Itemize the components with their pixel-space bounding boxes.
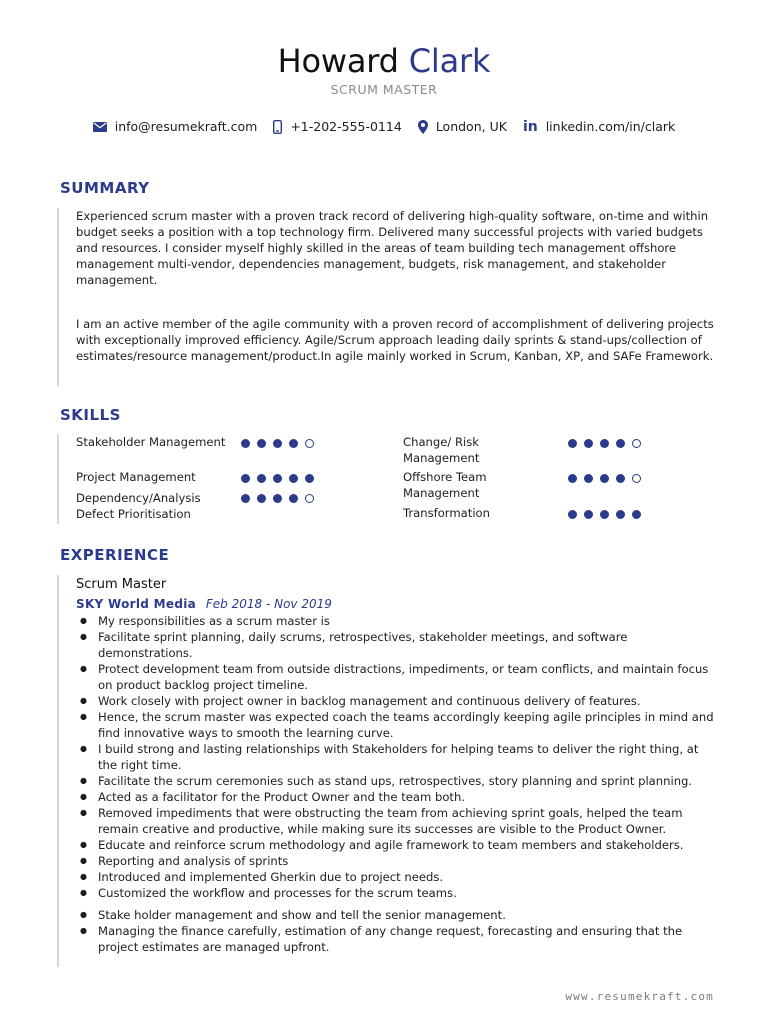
- rating-dot-filled: [568, 439, 577, 448]
- rating-dot-filled: [305, 474, 314, 483]
- list-item: ● I build strong and lasting relationships with Stakeholders for helping teams to deliver the right thing, at the right time.: [80, 741, 720, 773]
- employment-dates: Feb 2018 - Nov 2019: [205, 597, 332, 611]
- location-text: London, UK: [435, 119, 507, 134]
- linkedin-icon: in: [522, 118, 538, 135]
- rating-dot-filled: [273, 474, 282, 483]
- rating-dot-filled: [632, 510, 641, 519]
- footer-website[interactable]: www.resumekraft.com: [565, 990, 714, 1003]
- contact-location: [418, 119, 507, 134]
- list-item: ● Work closely with project owner in backlog management and continuous delivery of features.: [80, 693, 720, 709]
- contact-phone[interactable]: [273, 119, 402, 134]
- experience-heading: EXPERIENCE: [60, 546, 170, 564]
- summary-paragraph-1: Experienced scrum master with a proven track record of delivering high-quality software, on-time and within budget seeks a position with a top technology firm. Delivered many successful projects with varied budgets and resources. I consider myself highly skilled in the areas of team building tech management offshore management multi-vendor, dependencies management, budgets, risk management, and stakeholder management.: [76, 209, 709, 287]
- skill-rating: [241, 439, 321, 448]
- contact-linkedin[interactable]: [523, 119, 675, 134]
- rating-dot-filled: [289, 439, 298, 448]
- list-item: ● Hence, the scrum master was expected coach the teams accordingly keeping agile principles in mind and find innovative ways to smooth the learning curve.: [80, 709, 720, 741]
- rating-dot-filled: [273, 439, 282, 448]
- skill-rating: [568, 439, 648, 448]
- skill-rating: [568, 474, 648, 483]
- list-item: ● Educate and reinforce scrum methodology and agile framework to team members and stakeholders.: [80, 837, 720, 853]
- rating-dot-filled: [289, 474, 298, 483]
- skill-label: Project Management: [76, 470, 196, 484]
- list-item: ● My responsibilities as a scrum master is: [80, 613, 720, 629]
- rating-dot-filled: [600, 474, 609, 483]
- rating-dot-filled: [241, 474, 250, 483]
- list-item: ● Facilitate the scrum ceremonies such as stand ups, retrospectives, story planning and sprint planning.: [80, 773, 720, 789]
- rating-dot-filled: [600, 510, 609, 519]
- summary-paragraph-2: I am an active member of the agile community with a proven record of accomplishment of delivering projects with exceptionally improved efficiency. Agile/Scrum approach leading daily sprints & stand-ups/collection of estimates/resource management/product.In agile mainly worked in Scrum, Kanban, XP, and SAFe Framework.: [76, 317, 714, 363]
- rating-dot-filled: [584, 474, 593, 483]
- email-text: info@resumekraft.com: [114, 119, 258, 134]
- rating-dot-filled: [616, 510, 625, 519]
- company-name: SKY World Media: [76, 597, 197, 611]
- rating-dot-empty: [305, 494, 314, 503]
- rating-dot-filled: [241, 439, 250, 448]
- contact-email[interactable]: [93, 119, 258, 134]
- skill-rating: [241, 474, 321, 483]
- first-name: Howard: [277, 42, 399, 80]
- phone-icon: [273, 120, 282, 134]
- rating-dot-filled: [616, 474, 625, 483]
- list-item: ● Removed impediments that were obstructing the team from achieving sprint goals, helped the team remain creative and productive, while making sure its successes are visible to the Product Owner.: [80, 805, 720, 837]
- rating-dot-empty: [305, 439, 314, 448]
- rating-dot-filled: [568, 510, 577, 519]
- list-item: ● Facilitate sprint planning, daily scrums, retrospectives, stakeholder meetings, and software demonstrations.: [80, 629, 720, 661]
- linkedin-text: linkedin.com/in/clark: [545, 119, 676, 134]
- rating-dot-filled: [257, 494, 266, 503]
- skill-label: Change/ Risk Management: [403, 435, 480, 465]
- rating-dot-filled: [257, 439, 266, 448]
- skill-label: Dependency/Analysis Defect Prioritisation: [76, 491, 201, 521]
- last-name: Clark: [408, 42, 491, 80]
- skill-rating: [568, 510, 648, 519]
- rating-dot-filled: [273, 494, 282, 503]
- rating-dot-filled: [616, 439, 625, 448]
- responsibility-list: [80, 907, 720, 955]
- position-title: Scrum Master: [76, 577, 167, 592]
- list-item: ● Acted as a facilitator for the Product Owner and the team both.: [80, 789, 720, 805]
- rating-dot-filled: [568, 474, 577, 483]
- skill-label: Transformation: [403, 506, 490, 520]
- rating-dot-filled: [600, 439, 609, 448]
- skill-label: Offshore Team Management: [403, 470, 487, 500]
- list-item: ● Protect development team from outside distractions, impediments, or team conflicts, and maintain focus on product backlog project timeline.: [80, 661, 720, 693]
- rating-dot-empty: [632, 439, 641, 448]
- summary-heading: SUMMARY: [60, 179, 150, 197]
- contact-bar: [0, 119, 768, 134]
- envelope-icon: [93, 122, 107, 132]
- skill-rating: [241, 494, 321, 503]
- skills-divider: [57, 434, 59, 524]
- skill-label: Stakeholder Management: [76, 435, 226, 449]
- rating-dot-filled: [241, 494, 250, 503]
- rating-dot-filled: [289, 494, 298, 503]
- location-pin-icon: [418, 120, 428, 134]
- list-item: ● Reporting and analysis of sprints: [80, 853, 720, 869]
- rating-dot-filled: [257, 474, 266, 483]
- responsibility-list: [80, 613, 720, 901]
- experience-divider: [57, 575, 59, 967]
- summary-divider: [57, 208, 59, 386]
- company-line: [76, 597, 332, 611]
- rating-dot-filled: [584, 439, 593, 448]
- candidate-name: [0, 42, 768, 80]
- list-item: ● Customized the workflow and processes for the scrum teams.: [80, 885, 720, 901]
- job-title: SCRUM MASTER: [330, 82, 438, 97]
- rating-dot-filled: [584, 510, 593, 519]
- list-item: ● Managing the finance carefully, estimation of any change request, forecasting and ensuring that the project estimates are managed upfront.: [80, 923, 720, 955]
- list-item: ● Stake holder management and show and tell the senior management.: [80, 907, 720, 923]
- skills-heading: SKILLS: [60, 406, 121, 424]
- list-item: ● Introduced and implemented Gherkin due to project needs.: [80, 869, 720, 885]
- rating-dot-empty: [632, 474, 641, 483]
- phone-text: +1-202-555-0114: [290, 119, 402, 134]
